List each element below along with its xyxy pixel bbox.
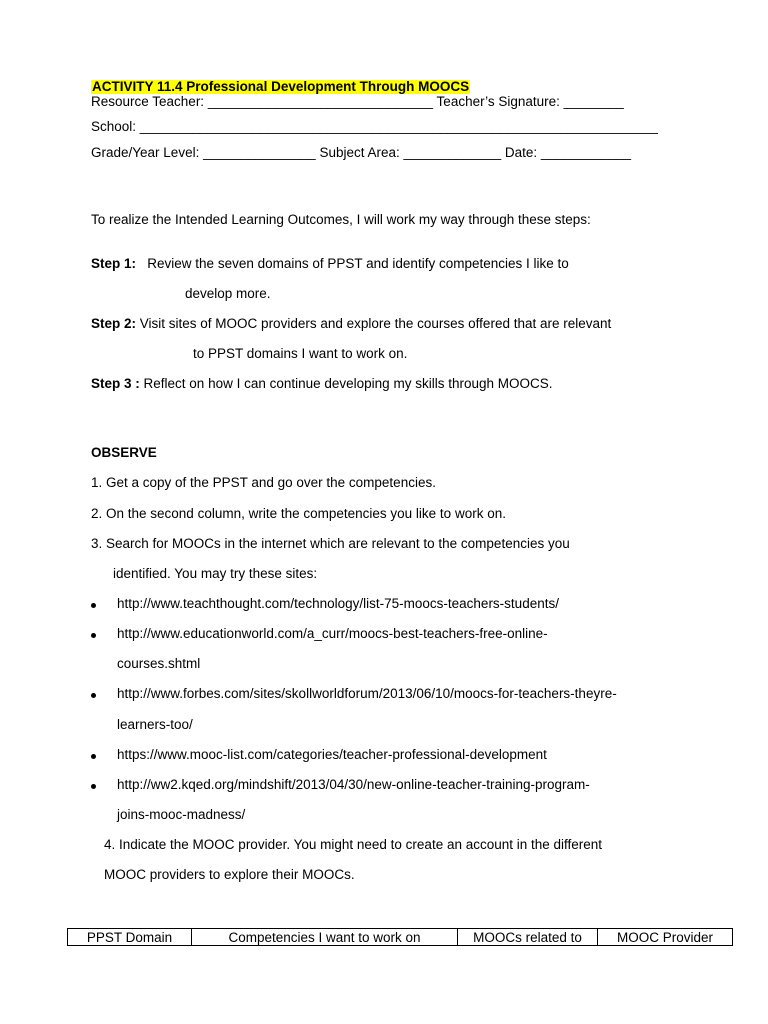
link-3-continued[interactable]: learners-too/ xyxy=(117,717,193,732)
link-5-continued[interactable]: joins-mooc-madness/ xyxy=(117,807,246,822)
observe-heading: OBSERVE xyxy=(91,445,157,460)
step-2-text: Visit sites of MOOC providers and explore the courses offered that are relevant xyxy=(139,316,612,331)
bullet-icon xyxy=(91,633,96,638)
link-5[interactable]: http://ww2.kqed.org/mindshift/2013/04/30/new-online-teacher-training-program- xyxy=(117,777,590,792)
link-3[interactable]: http://www.forbes.com/sites/skollworldforum/2013/06/10/moocs-for-teachers-theyre- xyxy=(117,686,617,701)
observe-item-4: 4. Indicate the MOOC provider. You might need to create an account in the different xyxy=(104,837,603,852)
bullet-icon xyxy=(91,784,96,789)
bullet-icon xyxy=(91,603,96,608)
step-2 xyxy=(91,317,611,331)
link-4[interactable]: https://www.mooc-list.com/categories/teacher-professional-development xyxy=(117,747,547,762)
column-header-ppst-domain: PPST Domain xyxy=(68,929,192,946)
observe-item-4-continued: MOOC providers to explore their MOOCs. xyxy=(104,867,355,882)
column-header-moocs-related: MOOCs related to xyxy=(458,929,598,946)
link-2-continued[interactable]: courses.shtml xyxy=(117,656,201,671)
link-2[interactable]: http://www.educationworld.com/a_curr/moocs-best-teachers-free-online- xyxy=(117,626,548,641)
activity-title: ACTIVITY 11.4 Professional Development Through MOOCS xyxy=(92,79,470,94)
mooc-table xyxy=(67,928,733,946)
column-header-mooc-provider: MOOC Provider xyxy=(598,929,733,946)
grade-subject-date-line: Grade/Year Level: _______________ Subject Area: _____________ Date: ____________ xyxy=(91,145,631,160)
step-3-text: Reflect on how I can continue developing my skills through MOOCS. xyxy=(143,376,553,391)
step-2-continued: to PPST domains I want to work on. xyxy=(193,346,408,361)
step-1-continued: develop more. xyxy=(185,286,271,301)
intro-text: To realize the Intended Learning Outcomes, I will work my way through these steps: xyxy=(91,212,591,227)
resource-teacher-line: Resource Teacher: ______________________________ Teacher’s Signature: ________ xyxy=(91,94,624,109)
bullet-icon xyxy=(91,693,96,698)
table-header-row xyxy=(68,929,733,946)
column-header-competencies: Competencies I want to work on xyxy=(192,929,458,946)
step-1-text: Review the seven domains of PPST and identify competencies I like to xyxy=(147,256,569,271)
step-1 xyxy=(91,257,569,271)
observe-item-3-continued: identified. You may try these sites: xyxy=(113,566,318,581)
link-1[interactable]: http://www.teachthought.com/technology/list-75-moocs-teachers-students/ xyxy=(117,596,559,611)
observe-item-2: 2. On the second column, write the competencies you like to work on. xyxy=(91,506,506,521)
step-3-label: Step 3 : xyxy=(91,376,140,391)
bullet-icon xyxy=(91,754,96,759)
step-2-label: Step 2: xyxy=(91,316,137,331)
step-1-label: Step 1: xyxy=(91,256,137,271)
observe-item-1: 1. Get a copy of the PPST and go over the competencies. xyxy=(91,475,436,490)
school-line: School: _____________________________________________________________________ xyxy=(91,119,658,134)
step-3 xyxy=(91,377,552,391)
observe-item-3: 3. Search for MOOCs in the internet which are relevant to the competencies you xyxy=(91,536,570,551)
